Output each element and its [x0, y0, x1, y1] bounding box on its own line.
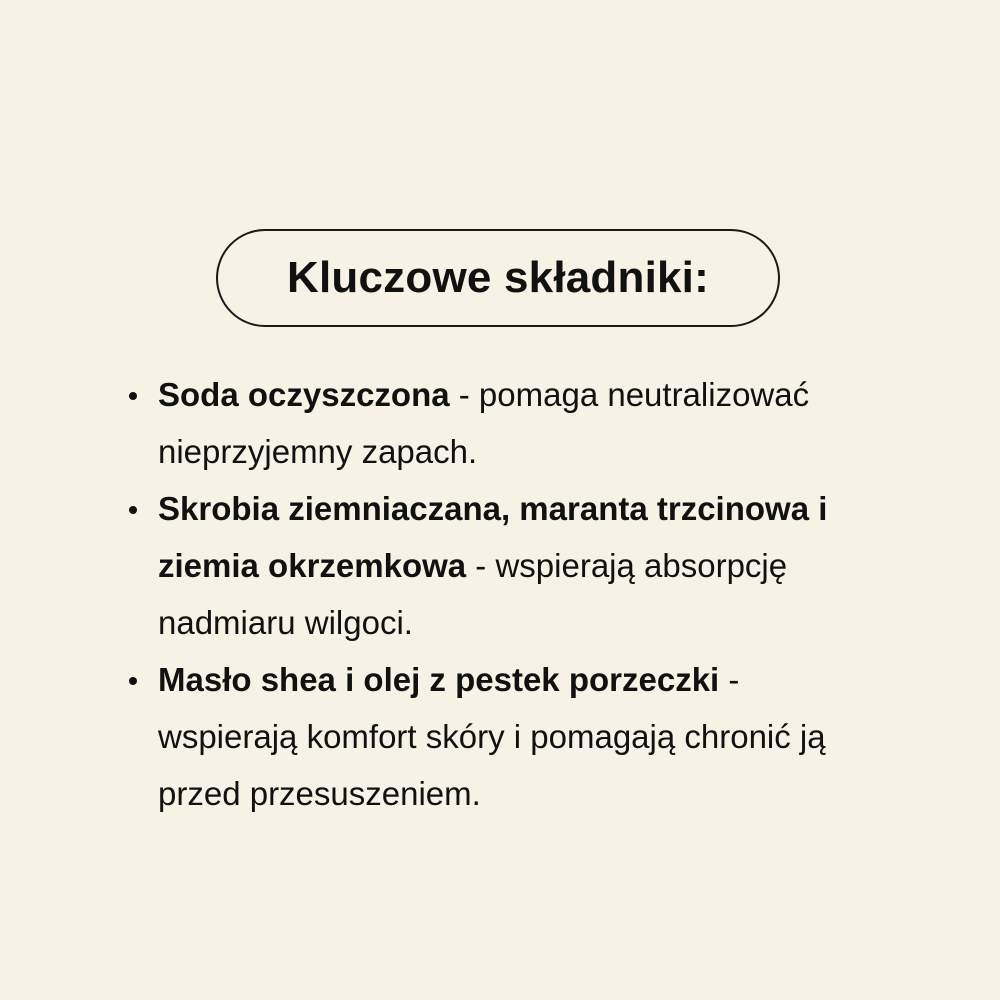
ingredient-description: - wspierają absorpcję nadmiaru wilgoci. — [158, 547, 788, 641]
bullet-icon — [129, 392, 137, 400]
ingredients-list — [124, 366, 854, 822]
bullet-icon — [129, 677, 137, 685]
ingredient-name: Skrobia ziemniaczana, maranta trzcinowa i ziemia okrzemkowa — [158, 490, 828, 584]
list-item — [124, 651, 854, 822]
title-pill — [216, 229, 780, 327]
list-item — [124, 480, 854, 651]
ingredient-name: Soda oczyszczona — [158, 376, 450, 413]
ingredient-name: Masło shea i olej z pestek porzeczki — [158, 661, 720, 698]
ingredient-description: - pomaga neutralizować nieprzyjemny zapach. — [158, 376, 810, 470]
section-title: Kluczowe składniki: — [287, 253, 709, 302]
ingredient-description: - wspierają komfort skóry i pomagają chronić ją przed przesuszeniem. — [158, 661, 826, 812]
list-item — [124, 366, 854, 480]
bullet-icon — [129, 506, 137, 514]
